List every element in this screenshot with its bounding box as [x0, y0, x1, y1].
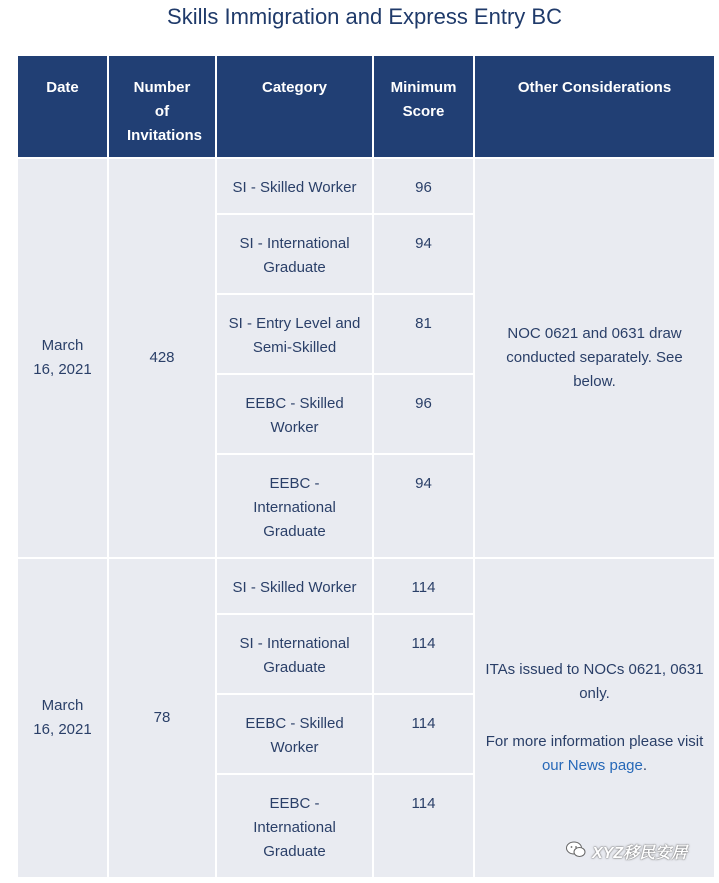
other-considerations-cell	[474, 158, 715, 558]
draw-date	[17, 558, 108, 878]
draw-date-text: March 16, 2021	[33, 697, 92, 738]
category-cell	[216, 374, 373, 454]
header-date: Date	[17, 55, 108, 158]
score-cell: 94	[373, 214, 474, 294]
draw-results-table	[16, 54, 716, 879]
draw-date-text: March 16, 2021	[33, 337, 92, 378]
score-cell: 114	[373, 694, 474, 774]
draw-note: NOC 0621 and 0631 draw conducted separately. See below.	[506, 325, 683, 390]
more-info-text	[485, 730, 704, 778]
score-cell: 94	[373, 454, 474, 558]
table-header-row	[17, 55, 715, 158]
more-info-suffix: .	[642, 757, 648, 774]
category-text: EEBC - Skilled Worker	[245, 395, 344, 436]
watermark-text: XYZ移民安居	[592, 845, 688, 862]
score-cell: 114	[373, 614, 474, 694]
score-cell: 114	[373, 774, 474, 878]
category-cell: SI - International Graduate	[216, 614, 373, 694]
header-minimum-score-label: Minimum Score	[390, 79, 457, 120]
category-text: EEBC - Skilled Worker	[245, 715, 344, 756]
header-invitations-label: Number of Invitations	[127, 79, 203, 144]
header-minimum-score	[373, 55, 474, 158]
table-row	[17, 158, 715, 214]
draw-date	[17, 158, 108, 558]
note-spacer	[485, 706, 704, 730]
other-considerations-cell	[474, 558, 715, 878]
more-info-prefix: For more information please visit	[485, 733, 704, 750]
watermark	[566, 840, 687, 863]
table-row	[17, 558, 715, 614]
header-category: Category	[216, 55, 373, 158]
score-cell: 96	[373, 374, 474, 454]
news-page-link[interactable]: our News page	[541, 757, 643, 774]
wechat-icon	[566, 841, 586, 863]
category-cell: SI - Skilled Worker	[216, 558, 373, 614]
score-cell: 114	[373, 558, 474, 614]
category-cell	[216, 454, 373, 558]
draw-invitations: 78	[108, 558, 216, 878]
draw-note: ITAs issued to NOCs 0621, 0631 only.	[485, 661, 704, 702]
category-cell: SI - International Graduate	[216, 214, 373, 294]
header-invitations	[108, 55, 216, 158]
category-text: EEBC - International Graduate	[253, 795, 336, 860]
category-cell: SI - Skilled Worker	[216, 158, 373, 214]
score-cell: 96	[373, 158, 474, 214]
draw-invitations: 428	[108, 158, 216, 558]
header-other-considerations: Other Considerations	[474, 55, 715, 158]
category-cell	[216, 774, 373, 878]
category-text: EEBC - International Graduate	[253, 475, 336, 540]
category-cell: SI - Entry Level and Semi-Skilled	[216, 294, 373, 374]
page-title: Skills Immigration and Express Entry BC	[167, 4, 562, 29]
score-cell: 81	[373, 294, 474, 374]
category-cell	[216, 694, 373, 774]
